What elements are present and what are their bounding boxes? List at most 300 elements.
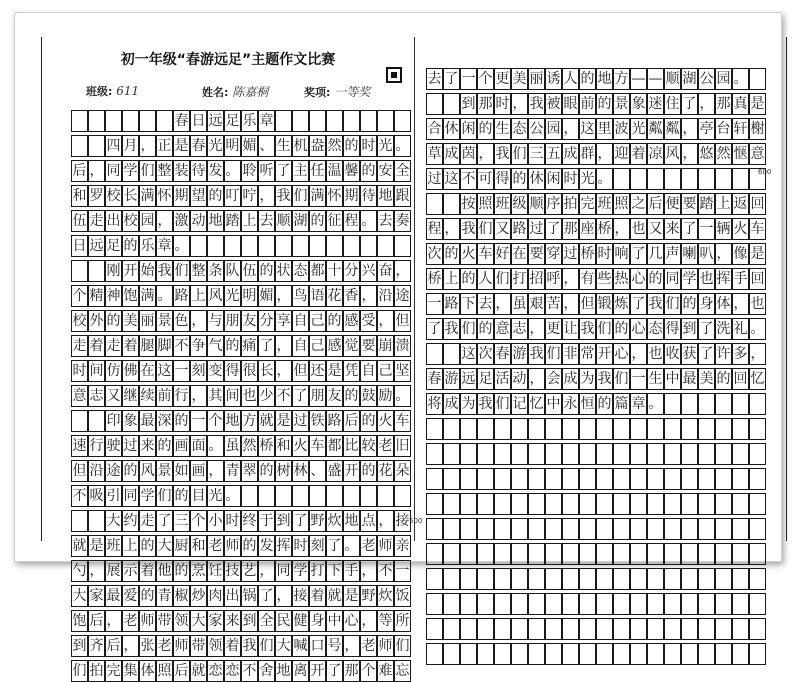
grid-cell: 让 [562, 318, 579, 340]
grid-cell: 春 [173, 110, 190, 132]
grid-cell [732, 643, 749, 665]
grid-cell [562, 493, 579, 515]
grid-cell: 心 [613, 343, 630, 365]
grid-cell [613, 568, 630, 590]
grid-cell: 和 [190, 535, 207, 557]
grid-cell: 成 [562, 368, 579, 390]
grid-cell: 。 [394, 135, 411, 157]
grid-cell [596, 618, 613, 640]
grid-cell: ， [88, 160, 105, 182]
grid-cell [426, 343, 443, 365]
grid-cell [511, 618, 528, 640]
grid-cell: 春 [426, 368, 443, 390]
grid-cell: 也 [749, 293, 766, 315]
grid-cell: ， [511, 93, 528, 115]
grid-cell: 兴 [360, 260, 377, 282]
grid-cell: 一 [426, 293, 443, 315]
grid-cell: 聆 [241, 160, 258, 182]
grid-cell: 会 [545, 368, 562, 390]
grid-cell: 叮 [224, 185, 241, 207]
grid-cell: 春 [494, 343, 511, 365]
grid-cell [275, 485, 292, 507]
grid-cell: 是 [173, 135, 190, 157]
grid-cell: 走 [105, 335, 122, 357]
grid-cell: ， [528, 318, 545, 340]
grid-cell [613, 168, 630, 190]
grid-cell: 精 [88, 285, 105, 307]
grid-cell [562, 468, 579, 490]
grid-cell: 青 [156, 585, 173, 607]
grid-cell: 舍 [258, 660, 275, 682]
grid-cell: 象 [122, 410, 139, 432]
grid-cell: 恋 [207, 660, 224, 682]
grid-cell: 的 [360, 160, 377, 182]
grid-cell: 呼 [545, 268, 562, 290]
grid-cell: 五 [545, 143, 562, 165]
grid-cell: ， [377, 310, 394, 332]
grid-cell: 坚 [394, 360, 411, 382]
grid-cell: 、 [309, 460, 326, 482]
grid-cell: 了 [545, 218, 562, 240]
grid-cell [647, 618, 664, 640]
grid-cell: ， [715, 243, 732, 265]
grid-cell: 桥 [579, 243, 596, 265]
grid-cell [511, 468, 528, 490]
grid-cell: 是 [275, 410, 292, 432]
grid-cell: 态 [647, 318, 664, 340]
grid-cell: 走 [139, 510, 156, 532]
grid-cell: 丽 [139, 310, 156, 332]
grid-cell: 饪 [207, 560, 224, 582]
grid-cell: 三 [528, 143, 545, 165]
grid-cell: 虽 [224, 435, 241, 457]
grid-cell [511, 518, 528, 540]
grid-cell [562, 643, 579, 665]
grid-cell: 月 [122, 135, 139, 157]
grid-cell: 草 [426, 143, 443, 165]
grid-cell: 许 [715, 343, 732, 365]
grid-cell [190, 235, 207, 257]
grid-cell [528, 643, 545, 665]
grid-cell: 最 [681, 368, 698, 390]
grid-cell: 都 [326, 435, 343, 457]
class-value: 611 [116, 84, 140, 98]
grid-cell: 后 [647, 193, 664, 215]
grid-cell [426, 443, 443, 465]
grid-cell: 着 [88, 335, 105, 357]
grid-cell: 奋 [377, 260, 394, 282]
grid-cell: 要 [528, 243, 545, 265]
grid-cell: 青 [224, 460, 241, 482]
grid-cell: 间 [88, 360, 105, 382]
grid-cell: 勺 [71, 560, 88, 582]
grid-cell [494, 468, 511, 490]
grid-cell: 着 [224, 635, 241, 657]
grid-cell: 车 [309, 435, 326, 457]
grid-cell [426, 418, 443, 440]
grid-cell: 点 [360, 510, 377, 532]
grid-cell [545, 468, 562, 490]
grid-cell: 们 [71, 660, 88, 682]
grid-cell: 们 [511, 143, 528, 165]
grid-cell: 刚 [105, 260, 122, 282]
grid-cell [207, 235, 224, 257]
grid-cell: 怀 [326, 185, 343, 207]
grid-cell [511, 493, 528, 515]
grid-cell: ， [528, 368, 545, 390]
grid-cell: 盛 [326, 460, 343, 482]
grid-cell: 亲 [394, 535, 411, 557]
grid-cell: 行 [173, 385, 190, 407]
grid-cell [309, 235, 326, 257]
grid-cell: 伍 [71, 210, 88, 232]
grid-cell [545, 643, 562, 665]
grid-cell: 就 [190, 660, 207, 682]
grid-cell [630, 468, 647, 490]
grid-cell: 了 [326, 660, 343, 682]
grid-cell: 活 [494, 368, 511, 390]
grid-cell: 锅 [241, 585, 258, 607]
grid-cell: 上 [241, 210, 258, 232]
grid-cell: 园 [139, 210, 156, 232]
grid-cell: 然 [715, 143, 732, 165]
grid-cell: 。 [749, 318, 766, 340]
grid-cell [732, 168, 749, 190]
grid-cell [477, 418, 494, 440]
grid-cell [596, 443, 613, 465]
grid-cell [443, 493, 460, 515]
grid-cell: 风 [664, 143, 681, 165]
grid-cell: 悠 [698, 143, 715, 165]
grid-cell: 态 [292, 260, 309, 282]
grid-cell [258, 235, 275, 257]
grid-cell: 满 [139, 185, 156, 207]
grid-cell: 引 [105, 485, 122, 507]
grid-cell: ， [377, 510, 394, 532]
grid-cell: 时 [360, 135, 377, 157]
grid-cell: 媚 [241, 135, 258, 157]
grid-cell: 全 [394, 160, 411, 182]
grid-cell [528, 568, 545, 590]
grid-cell: 获 [681, 343, 698, 365]
grid-cell: 色 [173, 310, 190, 332]
grid-cell: 难 [377, 660, 394, 682]
grid-cell: 也 [647, 343, 664, 365]
grid-cell: 画 [173, 435, 190, 457]
grid-cell: 等 [377, 610, 394, 632]
grid-cell [596, 418, 613, 440]
grid-cell: ， [275, 285, 292, 307]
grid-cell: 了 [156, 510, 173, 532]
grid-cell: 体 [139, 660, 156, 682]
grid-cell: 花 [326, 285, 343, 307]
grid-cell: 声 [664, 243, 681, 265]
grid-cell [88, 135, 105, 157]
grid-cell [749, 568, 766, 590]
grid-cell: 后 [105, 635, 122, 657]
grid-cell [698, 618, 715, 640]
grid-cell: 火 [292, 435, 309, 457]
grid-cell: 那 [562, 218, 579, 240]
grid-cell: 将 [426, 393, 443, 415]
grid-cell [681, 518, 698, 540]
name-field [202, 83, 268, 100]
grid-cell [71, 260, 88, 282]
grid-cell: 盎 [309, 135, 326, 157]
grid-cell: 。 [732, 68, 749, 90]
name-label: 姓名: [202, 86, 229, 99]
grid-cell: ， [105, 610, 122, 632]
grid-cell: 心 [630, 268, 647, 290]
grid-cell: 校 [71, 310, 88, 332]
grid-cell [613, 443, 630, 465]
grid-cell: 那 [477, 93, 494, 115]
grid-cell: 朋 [309, 385, 326, 407]
grid-cell: 佛 [122, 360, 139, 382]
grid-cell: 伍 [241, 260, 258, 282]
grid-cell [579, 568, 596, 590]
grid-cell [88, 410, 105, 432]
grid-cell: 不 [71, 485, 88, 507]
grid-cell [596, 518, 613, 540]
grid-cell: 来 [139, 435, 156, 457]
grid-cell [647, 443, 664, 465]
grid-cell: 整 [156, 160, 173, 182]
grid-cell [511, 418, 528, 440]
grid-cell: 真 [732, 93, 749, 115]
grid-cell: 听 [258, 160, 275, 182]
grid-cell: 鸟 [292, 285, 309, 307]
grid-cell: 多 [732, 343, 749, 365]
grid-cell [477, 468, 494, 490]
grid-cell [460, 618, 477, 640]
grid-cell: 礼 [732, 318, 749, 340]
grid-cell: 的 [460, 268, 477, 290]
grid-cell: 路 [443, 293, 460, 315]
grid-cell: 时 [224, 510, 241, 532]
grid-cell: 就 [258, 410, 275, 432]
grid-cell: 过 [528, 218, 545, 240]
grid-cell: 春 [190, 135, 207, 157]
grid-cell: 十 [326, 260, 343, 282]
grid-cell: 像 [732, 243, 749, 265]
grid-cell: 休 [443, 118, 460, 140]
grid-cell [494, 518, 511, 540]
grid-cell [443, 593, 460, 615]
grid-cell: 开 [596, 343, 613, 365]
grid-cell [394, 235, 411, 257]
grid-cell: 的 [360, 410, 377, 432]
grid-cell [596, 493, 613, 515]
grid-cell: 驶 [105, 435, 122, 457]
grid-cell: 脚 [156, 335, 173, 357]
grid-cell: ， [360, 560, 377, 582]
grid-cell [579, 418, 596, 440]
grid-cell: ， [562, 293, 579, 315]
grid-cell: 景 [156, 310, 173, 332]
grid-cell [664, 543, 681, 565]
grid-cell: 到 [460, 93, 477, 115]
left-page-count: 500 [409, 517, 423, 525]
grid-cell [477, 568, 494, 590]
grid-cell: 班 [105, 535, 122, 557]
grid-cell: 日 [71, 235, 88, 257]
grid-cell: 地 [207, 210, 224, 232]
grid-cell: 远 [460, 368, 477, 390]
grid-cell [326, 110, 343, 132]
grid-cell [681, 568, 698, 590]
grid-cell: 一 [460, 68, 477, 90]
grid-cell: ， [360, 285, 377, 307]
grid-cell: 不 [173, 335, 190, 357]
grid-cell: ， [681, 118, 698, 140]
grid-cell: 饱 [71, 610, 88, 632]
grid-cell: 了 [292, 385, 309, 407]
grid-cell [715, 593, 732, 615]
grid-cell [579, 468, 596, 490]
grid-cell: 美 [122, 310, 139, 332]
grid-cell [477, 643, 494, 665]
grid-cell: 要 [360, 335, 377, 357]
grid-cell: 肉 [207, 585, 224, 607]
grid-cell: ， [494, 293, 511, 315]
grid-cell: 景 [156, 460, 173, 482]
grid-cell: 期 [173, 185, 190, 207]
grid-cell: 校 [105, 185, 122, 207]
grid-cell [443, 518, 460, 540]
grid-cell: 几 [647, 243, 664, 265]
grid-cell: 校 [122, 210, 139, 232]
grid-cell: 篇 [613, 393, 630, 415]
grid-cell: 的 [343, 135, 360, 157]
grid-cell: 锻 [596, 293, 613, 315]
grid-cell: 大 [190, 610, 207, 632]
grid-cell: 的 [207, 185, 224, 207]
grid-cell: 湖 [292, 210, 309, 232]
grid-cell [698, 443, 715, 465]
grid-cell: 的 [105, 310, 122, 332]
grid-cell: ， [749, 343, 766, 365]
grid-cell: 受 [360, 310, 377, 332]
grid-cell: 喊 [292, 635, 309, 657]
grid-cell [494, 493, 511, 515]
grid-cell [681, 543, 698, 565]
grid-cell: 动 [511, 368, 528, 390]
grid-cell: ， [156, 210, 173, 232]
grid-cell: 桥 [426, 268, 443, 290]
grid-cell: 刻 [190, 360, 207, 382]
grid-cell [698, 168, 715, 190]
grid-cell: 们 [292, 185, 309, 207]
grid-cell [698, 543, 715, 565]
grid-cell: 。 [224, 160, 241, 182]
grid-cell: 民 [275, 610, 292, 632]
grid-cell: 到 [681, 318, 698, 340]
grid-cell: 穿 [545, 243, 562, 265]
grid-cell [545, 418, 562, 440]
grid-cell: ， [190, 310, 207, 332]
grid-cell: 亭 [698, 118, 715, 140]
grid-cell: 动 [190, 210, 207, 232]
grid-cell: 去 [426, 68, 443, 90]
grid-cell: 炼 [613, 293, 630, 315]
grid-cell: 地 [224, 410, 241, 432]
grid-cell: 师 [173, 635, 190, 657]
grid-cell: 。 [647, 393, 664, 415]
grid-cell [715, 443, 732, 465]
grid-cell [732, 518, 749, 540]
grid-cell: 待 [360, 185, 377, 207]
grid-cell: 学 [292, 560, 309, 582]
grid-cell [394, 485, 411, 507]
grid-cell: 虽 [511, 293, 528, 315]
grid-cell [224, 235, 241, 257]
grid-cell [71, 510, 88, 532]
grid-cell: 的 [511, 168, 528, 190]
grid-cell: 了 [275, 160, 292, 182]
grid-cell: 收 [664, 343, 681, 365]
grid-cell: 挥 [715, 268, 732, 290]
grid-cell: 艰 [528, 293, 545, 315]
grid-cell: 凭 [343, 360, 360, 382]
grid-cell [732, 443, 749, 465]
grid-cell: 挥 [275, 535, 292, 557]
grid-cell: 车 [394, 410, 411, 432]
grid-cell: 炒 [190, 585, 207, 607]
grid-cell: 着 [139, 560, 156, 582]
grid-cell: 同 [105, 160, 122, 182]
grid-cell: 照 [613, 193, 630, 215]
grid-cell: 游 [443, 368, 460, 390]
grid-cell: 过 [122, 435, 139, 457]
grid-cell: 意 [494, 318, 511, 340]
grid-cell [698, 643, 715, 665]
grid-cell [681, 593, 698, 615]
grid-cell: 的 [156, 435, 173, 457]
grid-cell: ， [275, 335, 292, 357]
grid-cell: 长 [258, 360, 275, 382]
grid-cell: 状 [275, 260, 292, 282]
grid-cell: 桥 [596, 218, 613, 240]
grid-cell: 按 [460, 193, 477, 215]
grid-cell: 所 [394, 610, 411, 632]
grid-cell [647, 593, 664, 615]
grid-cell: 我 [443, 318, 460, 340]
grid-cell: 大 [275, 635, 292, 657]
grid-cell: 身 [309, 610, 326, 632]
grid-cell [528, 493, 545, 515]
grid-cell: 变 [207, 360, 224, 382]
grid-cell [360, 110, 377, 132]
grid-cell: 但 [579, 293, 596, 315]
grid-cell: 常 [579, 343, 596, 365]
grid-cell: 激 [173, 210, 190, 232]
grid-cell: 了 [698, 318, 715, 340]
grid-cell [241, 235, 258, 257]
grid-cell: 榭 [749, 118, 766, 140]
grid-cell: 非 [562, 343, 579, 365]
grid-cell: 的 [443, 243, 460, 265]
grid-cell: 了 [681, 93, 698, 115]
grid-cell: 满 [309, 185, 326, 207]
grid-cell: 成 [443, 393, 460, 415]
grid-cell: 了 [630, 293, 647, 315]
grid-cell: 征 [326, 210, 343, 232]
grid-cell: 整 [190, 260, 207, 282]
grid-cell: 离 [292, 660, 309, 682]
grid-cell [562, 568, 579, 590]
grid-cell: 途 [394, 285, 411, 307]
